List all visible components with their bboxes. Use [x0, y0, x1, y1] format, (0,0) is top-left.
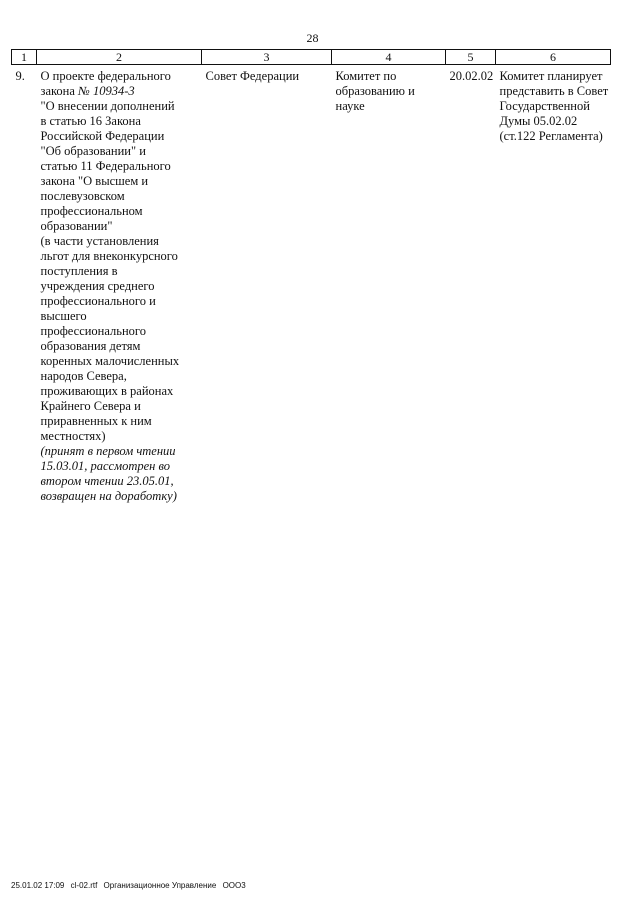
bill-number-label: закона — [40, 84, 79, 98]
bill-line: поступления в — [40, 264, 118, 278]
column-header-5: 5 — [446, 50, 496, 65]
row-number: 9. — [15, 69, 25, 83]
column-header-2: 2 — [37, 50, 202, 65]
bill-line: "Об образовании" и — [40, 144, 146, 158]
bill-line: в статью 16 Закона — [40, 114, 141, 128]
footer — [11, 881, 250, 890]
bill-line: образования детям — [40, 339, 141, 353]
status-line: 15.03.01, рассмотрен во — [40, 459, 170, 473]
footer-timestamp: 25.01.02 17:09 — [11, 881, 65, 890]
bill-line: профессиональном — [40, 204, 143, 218]
footer-file: cl-02.rtf — [70, 881, 98, 890]
note-line: представить в Совет — [499, 84, 609, 98]
bill-line: Российской Федерации — [40, 129, 165, 143]
bill-line: народов Севера, — [40, 369, 127, 383]
bill-line: профессионального и — [40, 294, 156, 308]
note-line: (ст.122 Регламента) — [499, 129, 603, 143]
committee — [332, 65, 446, 505]
column-header-6: 6 — [496, 50, 611, 65]
bill-line: закона "О высшем и — [40, 174, 149, 188]
column-header-1: 1 — [12, 50, 37, 65]
bill-line: проживающих в районах — [40, 384, 174, 398]
bill-line: (в части установления — [40, 234, 159, 248]
bill-line: коренных малочисленных — [40, 354, 180, 368]
column-header-4: 4 — [332, 50, 446, 65]
page-number: 28 — [306, 31, 319, 45]
bill-line: местностях) — [40, 429, 106, 443]
bill-line: О проекте федерального — [40, 69, 171, 83]
footer-code: ООО3 — [222, 881, 246, 890]
header-row — [12, 50, 611, 65]
bill-number: № 10934-3 — [78, 84, 135, 98]
footer-department: Организационное Управление — [103, 881, 217, 890]
bill-line: Крайнего Севера и — [40, 399, 141, 413]
note-line: Думы 05.02.02 — [499, 114, 578, 128]
plan-table — [11, 49, 611, 504]
column-header-3: 3 — [202, 50, 332, 65]
initiator: Совет Федерации — [205, 69, 300, 83]
bill-line: учреждения среднего — [40, 279, 155, 293]
table-row — [12, 65, 611, 505]
bill-line: "О внесении дополнений — [40, 99, 175, 113]
bill-line: профессионального — [40, 324, 146, 338]
note — [496, 65, 611, 505]
bill-line — [41, 84, 200, 99]
note-line: Государственной — [499, 99, 590, 113]
bill-line: высшего — [40, 309, 87, 323]
bill-line: образовании" — [40, 219, 113, 233]
status-line: возвращен на доработку) — [40, 489, 177, 503]
committee-line: образованию и — [335, 84, 415, 98]
note-line: Комитет планирует — [499, 69, 603, 83]
committee-line: науке — [335, 99, 365, 113]
status-line: втором чтении 23.05.01, — [40, 474, 174, 488]
committee-line: Комитет по — [335, 69, 397, 83]
status-line: (принят в первом чтении — [40, 444, 176, 458]
bill-line: послевузовском — [40, 189, 125, 203]
date: 20.02.02 — [449, 69, 494, 83]
bill-line: приравненных к ним — [40, 414, 152, 428]
bill-line: статью 11 Федерального — [40, 159, 171, 173]
bill-line: льгот для внеконкурсного — [40, 249, 178, 263]
bill-description — [37, 65, 202, 505]
